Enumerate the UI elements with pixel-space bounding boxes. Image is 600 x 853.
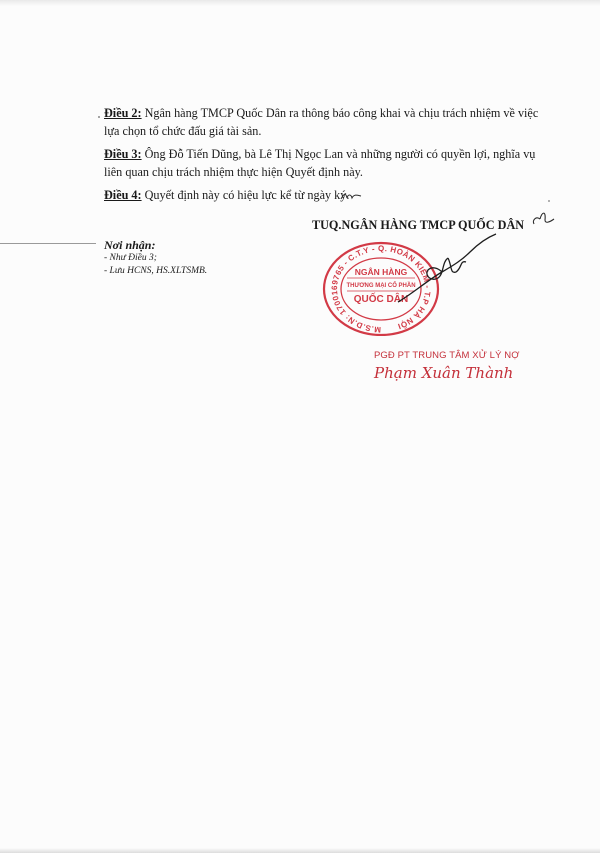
article-3 xyxy=(104,145,544,181)
article-3-text: Ông Đỗ Tiến Dũng, bà Lê Thị Ngọc Lan và những người có quyền lợi, nghĩa vụ liên quan chịu trách nhiệm thực hiện Quyết định này. xyxy=(104,147,536,179)
article-4-text: Quyết định này có hiệu lực kể từ ngày ký. xyxy=(141,188,350,202)
recipient-item: - Lưu HCNS, HS.XLTSMB. xyxy=(104,266,208,276)
scan-speck xyxy=(98,116,100,118)
org-title: TUQ.NGÂN HÀNG TMCP QUỐC DÂN xyxy=(312,218,525,232)
recipient-item: - Như Điều 3; xyxy=(104,253,157,263)
article-4 xyxy=(104,186,544,204)
signatory-name: Phạm Xuân Thành xyxy=(374,364,514,382)
scan-edge-bottom xyxy=(0,848,600,853)
article-2-text: Ngân hàng TMCP Quốc Dân ra thông báo công khai và chịu trách nhiệm về việc lựa chọn tổ chức đấu giá tài sản. xyxy=(104,106,539,138)
recipients-heading: Nơi nhận: xyxy=(104,238,156,252)
title-initial-mark xyxy=(530,208,560,230)
svg-text:THƯƠNG MẠI CỔ PHẦN: THƯƠNG MẠI CỔ PHẦN xyxy=(346,283,416,289)
svg-text:QUỐC DÂN: QUỐC DÂN xyxy=(353,294,409,305)
initial-mark xyxy=(340,191,362,201)
scan-edge-top xyxy=(0,0,600,6)
recipients-block xyxy=(104,239,207,278)
article-4-label: Điều 4: xyxy=(104,188,142,202)
svg-text:M.S.D.N: 1700169765 - C.T.Y -: M.S.D.N: 1700169765 - C.T.Y - Q. HOÀN KIẾM - T.P HÀ NỘI xyxy=(329,243,433,335)
article-2-label: Điều 2: xyxy=(104,106,142,120)
margin-rule xyxy=(0,243,96,244)
scan-speck xyxy=(548,200,550,202)
article-2 xyxy=(104,104,544,140)
svg-text:NGÂN HÀNG: NGÂN HÀNG xyxy=(354,267,408,277)
signatory-role: PGĐ PT TRUNG TÂM XỬ LÝ NỢ xyxy=(374,350,520,361)
handwritten-signature xyxy=(392,232,500,310)
article-3-label: Điều 3: xyxy=(104,147,142,161)
